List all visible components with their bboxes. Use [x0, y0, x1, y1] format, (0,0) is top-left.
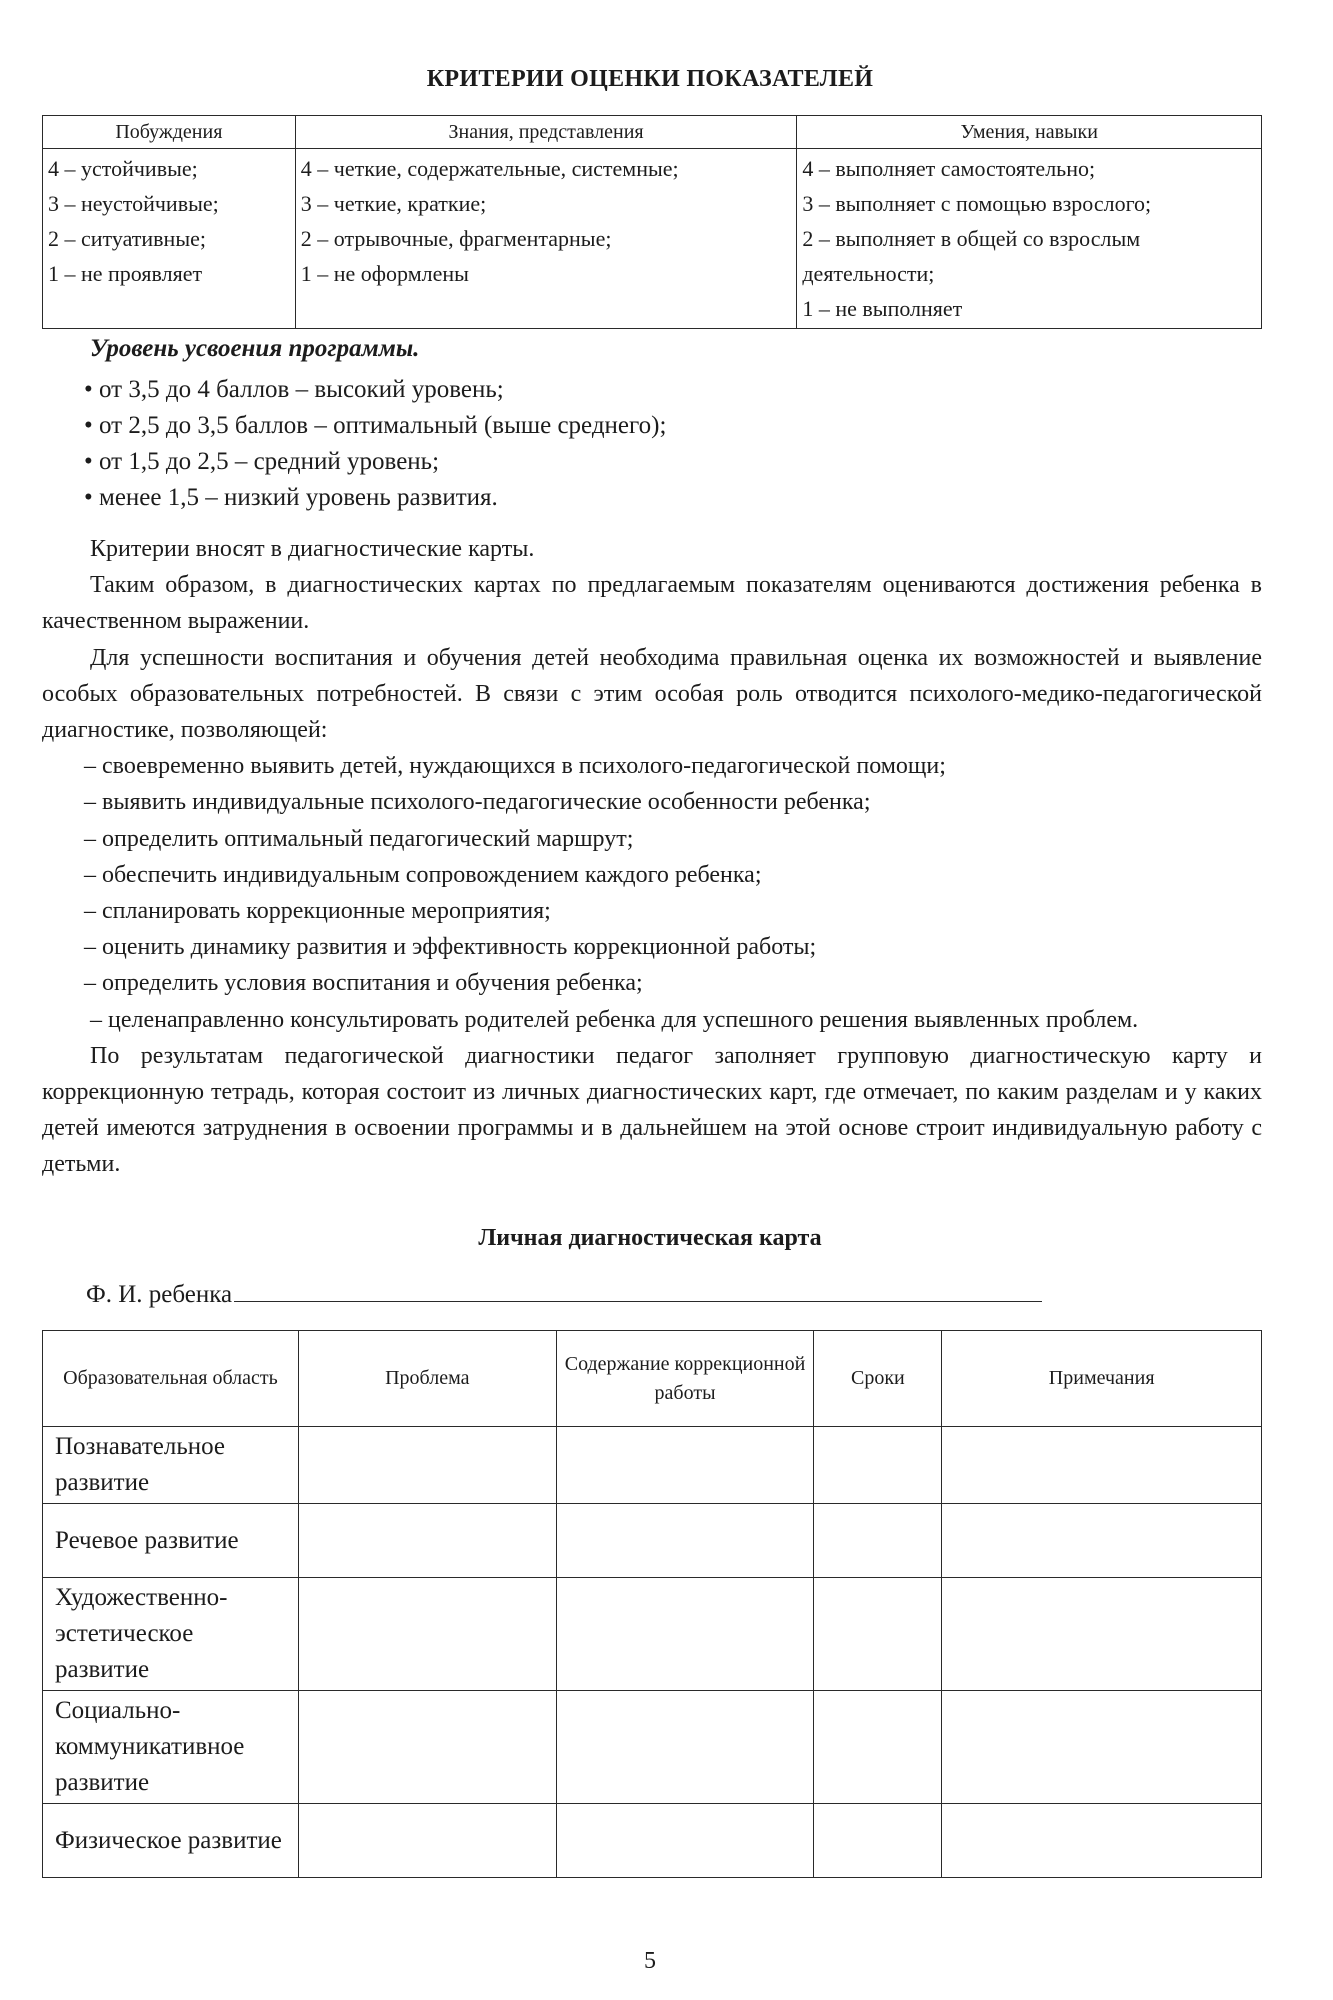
dash-item-8: – целенаправленно консультировать родителей ребенка для успешного решения выявленных проблем.: [90, 1006, 1139, 1033]
card-row-label: Социально-коммуникативное развитие: [43, 1691, 299, 1804]
card-title: Личная диагностическая карта: [478, 1225, 822, 1251]
child-name-label: Ф. И. ребенка: [86, 1281, 233, 1308]
page-number: 5: [644, 1948, 656, 1974]
criteria-skills-2-cont: деятельности;: [802, 261, 935, 286]
card-header-terms: Сроки: [814, 1331, 942, 1427]
card-header-problem: Проблема: [298, 1331, 556, 1427]
level-heading: Уровень усвоения программы.: [90, 335, 420, 362]
dash-item-3: – определить оптимальный педагогический маршрут;: [84, 825, 634, 852]
child-name-line: [86, 1275, 1042, 1309]
table-row: [43, 1427, 1262, 1504]
dash-item-7: – определить условия воспитания и обучения ребенка;: [84, 970, 643, 997]
criteria-skills-3: 3 – выполняет с помощью взрослого;: [802, 191, 1152, 216]
table-cell: [298, 1578, 556, 1691]
table-cell: [942, 1691, 1262, 1804]
table-cell: [942, 1578, 1262, 1691]
dash-item-6: – оценить динамику развития и эффективность коррекционной работы;: [84, 934, 817, 961]
table-cell: [942, 1504, 1262, 1578]
criteria-skills-1: 1 – не выполняет: [802, 296, 963, 321]
child-name-blank: [234, 1275, 1042, 1302]
card-row-label: Художественно-эстетическое развитие: [43, 1578, 299, 1691]
criteria-knowledge-3: 3 – четкие, краткие;: [300, 191, 487, 216]
criteria-header-row: [43, 116, 1262, 149]
table-cell: [298, 1691, 556, 1804]
criteria-motivation-cell: [43, 149, 296, 329]
card-header-row: [43, 1331, 1262, 1427]
criteria-motivation-4: 4 – устойчивые;: [48, 156, 198, 181]
criteria-header-skills: Умения, навыки: [797, 116, 1262, 149]
table-cell: [814, 1804, 942, 1878]
table-row: [43, 1804, 1262, 1878]
dash-item-1: – своевременно выявить детей, нуждающихся в психолого-педагогической помощи;: [84, 753, 946, 780]
card-row-label: Познавательное развитие: [43, 1427, 299, 1504]
criteria-knowledge-4: 4 – четкие, содержательные, системные;: [300, 156, 679, 181]
dash-item-2: – выявить индивидуальные психолого-педагогические особенности ребенка;: [84, 789, 871, 816]
level-item-low: • менее 1,5 – низкий уровень развития.: [84, 484, 498, 511]
card-header-area: Образовательная область: [43, 1331, 299, 1427]
table-cell: [814, 1691, 942, 1804]
criteria-skills-cell: [797, 149, 1262, 329]
dash-item-4: – обеспечить индивидуальным сопровождением каждого ребенка;: [84, 861, 762, 888]
table-cell: [942, 1804, 1262, 1878]
body-text: [42, 531, 1262, 1183]
paragraph-criteria: Критерии вносят в диагностические карты.: [90, 536, 535, 562]
criteria-body-row: [43, 149, 1262, 329]
table-cell: [556, 1427, 814, 1504]
table-cell: [556, 1691, 814, 1804]
table-cell: [814, 1427, 942, 1504]
table-row: [43, 1691, 1262, 1804]
criteria-skills-2: 2 – выполняет в общей со взрослым: [802, 226, 1141, 251]
table-cell: [298, 1804, 556, 1878]
criteria-knowledge-2: 2 – отрывочные, фрагментарные;: [300, 226, 612, 251]
table-cell: [556, 1804, 814, 1878]
criteria-header-motivation: Побуждения: [43, 116, 296, 149]
criteria-knowledge-cell: [295, 149, 797, 329]
criteria-table: [42, 115, 1262, 329]
table-cell: [942, 1427, 1262, 1504]
level-item-optimal: • от 2,5 до 3,5 баллов – оптимальный (выше среднего);: [84, 412, 667, 439]
diagnostic-card-table: [42, 1330, 1262, 1878]
paragraph-results: По результатам педагогической диагностики педагог заполняет групповую диагностическую карту и коррекционную тетрадь, которая состоит из личных диагностических карт, где отмечает, по каким разделам и у каких детей имеются затруднения в освоении программы и в дальнейшем на этой основе строит индивидуальную работу с детьми.: [42, 1042, 1262, 1178]
criteria-header-knowledge: Знания, представления: [295, 116, 797, 149]
table-row: [43, 1504, 1262, 1578]
paragraph-summary: Таким образом, в диагностических картах по предлагаемым показателям оцениваются достижения ребенка в качественном выражении.: [42, 572, 1262, 635]
card-header-notes: Примечания: [942, 1331, 1262, 1427]
criteria-motivation-3: 3 – неустойчивые;: [48, 191, 219, 216]
criteria-motivation-1: 1 – не проявляет: [48, 261, 203, 286]
table-cell: [298, 1504, 556, 1578]
criteria-skills-4: 4 – выполняет самостоятельно;: [802, 156, 1096, 181]
card-row-label: Физическое развитие: [43, 1804, 299, 1878]
table-cell: [814, 1578, 942, 1691]
table-cell: [814, 1504, 942, 1578]
card-row-label: Речевое развитие: [43, 1504, 299, 1578]
level-item-medium: • от 1,5 до 2,5 – средний уровень;: [84, 448, 440, 475]
table-cell: [556, 1578, 814, 1691]
table-cell: [298, 1427, 556, 1504]
level-list: [84, 372, 666, 516]
page-title: КРИТЕРИИ ОЦЕНКИ ПОКАЗАТЕЛЕЙ: [426, 66, 874, 92]
dash-item-5: – спланировать коррекционные мероприятия;: [84, 898, 551, 925]
table-row: [43, 1578, 1262, 1691]
card-header-content: Содержание коррекционной работы: [556, 1331, 814, 1427]
criteria-motivation-2: 2 – ситуативные;: [48, 226, 206, 251]
paragraph-diagnostics: Для успешности воспитания и обучения детей необходима правильная оценка их возможностей и выявление особых образовательных потребностей. В связи с этим особая роль отводится психолого-медико-педагогической диагностике, позволяющей:: [42, 644, 1262, 744]
table-cell: [556, 1504, 814, 1578]
level-item-high: • от 3,5 до 4 баллов – высокий уровень;: [84, 376, 504, 403]
criteria-knowledge-1: 1 – не оформлены: [300, 261, 469, 286]
